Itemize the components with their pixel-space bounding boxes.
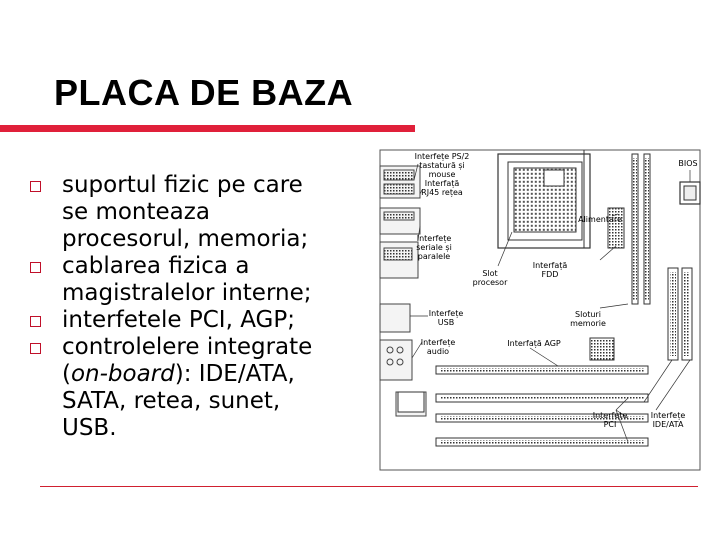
label-usb: Interfețe USB [428,309,464,327]
label-agp: Interfață AGP [507,339,561,348]
rear-connectors [380,166,426,416]
label-seriale: Interfețe seriale și paralele [416,234,452,261]
bullet-item [30,307,350,334]
label-fdd: Interfață FDD [532,261,568,279]
bullet-line: suportul fizic pe care [62,172,303,198]
footer-rule [40,486,698,487]
bullet-line: magistralelor interne; [62,280,312,306]
bullet-item [30,172,350,253]
label-slot-procesor: Slot procesor [472,269,508,287]
label-alimentare: Alimentare [578,215,622,224]
label-sloturi-memorie: Sloturi memorie [570,310,606,328]
bullet-line: USB. [62,415,117,441]
chip-misc [398,392,424,412]
motherboard-diagram [378,148,708,480]
bullet-line: cablarea fizica a [62,253,250,279]
power-connector [608,208,624,248]
bullet-line: controlelere integrate [62,334,313,360]
bullet-item [30,253,350,307]
label-bios: BIOS [678,159,698,168]
title-underline [0,125,415,132]
bullet-line: (on-board): IDE/ATA, [62,361,295,387]
bullet-line: interfetele PCI, AGP; [62,307,295,333]
ide-connectors [668,268,692,360]
bullet-square-icon [30,181,41,192]
memory-slots [632,154,650,304]
bullet-item [30,334,350,442]
slide-title: PLACA DE BAZA [54,72,354,113]
bullet-list [30,172,350,442]
label-pci: Interfețe PCI [592,411,628,429]
bullet-square-icon [30,262,41,273]
label-ide: Interfețe IDE/ATA [650,411,686,429]
bullet-line: se monteaza [62,199,210,225]
label-ps2: Interfețe PS/2 tastatură și mouse [414,152,470,179]
chipset [590,338,614,360]
bullet-square-icon [30,316,41,327]
bullet-line: SATA, retea, sunet, [62,388,281,414]
label-rj45: Interfață RJ45 rețea [421,179,463,197]
agp-slot [436,366,648,374]
bullet-square-icon [30,343,41,354]
label-audio: Interfețe audio [420,338,456,356]
bios-chip [680,182,700,204]
bullet-line: procesorul, memoria; [62,226,309,252]
